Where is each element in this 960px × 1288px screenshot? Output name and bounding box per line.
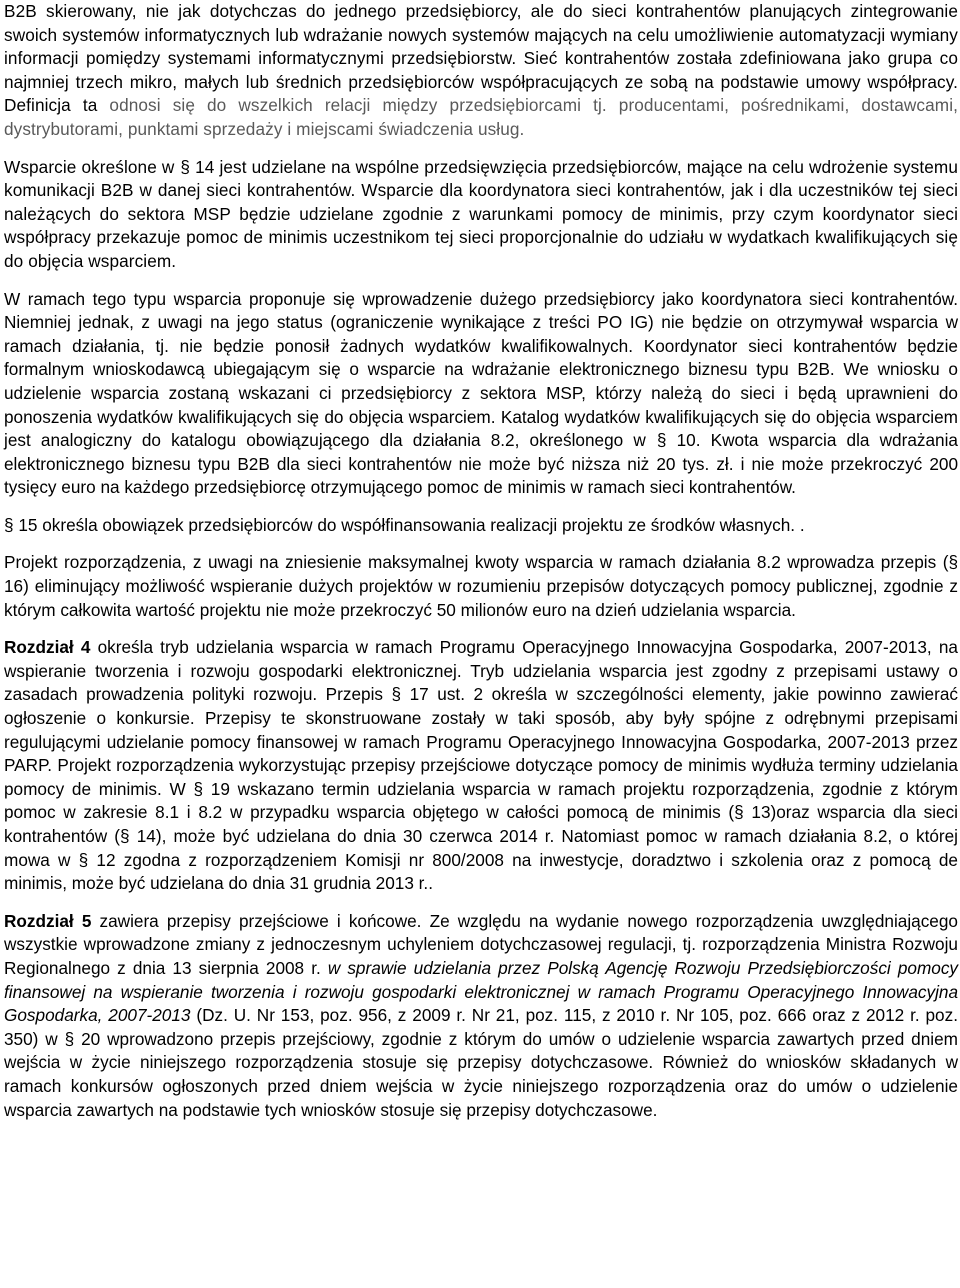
paragraph-text: określa tryb udzielania wsparcia w ramach Programu Operacyjnego Innowacyjna Gospodarka, 2007-2013, na wspieranie tworzenia i rozwoju gospodarki elektronicznej. Tryb udzielania wsparcia jest zgodny z przepisami ustawy o zasadach prowadzenia polityki rozwoju. Przepis bbox=[4, 637, 958, 705]
section-sign: § bbox=[948, 552, 958, 573]
paragraph-text: (Dz. U. Nr 153, poz. 956, z 2009 r. Nr 21, poz. 115, z 2010 r. Nr 105, poz. 666 oraz z 2012 r. poz. 350) w bbox=[4, 1005, 958, 1049]
section-sign: § bbox=[180, 156, 191, 177]
paragraph-b2b-network bbox=[4, 0, 958, 142]
paragraph-support-14 bbox=[4, 156, 958, 274]
paragraph-chapter-5 bbox=[4, 910, 958, 1122]
paragraph-text: 14 jest udzielane na wspólne przedsięwzięcia przedsiębiorców, mające na celu wdrożenie systemu komunikacji B2B w danej sieci kontrahentów. Wsparcie dla koordynatora sieci kontrahentów, jak i dla uczestników tej sieci należących do sektora MSP będzie udzielane zgodnie z warunkami pomocy de minimis, przy czym koordynator sieci współpracy przekazuje pomoc de minimis uczestnikom tej sieci proporcjonalnie do udziału w wydatkach kwalifikujących się do objęcia wsparciem. bbox=[4, 156, 958, 271]
paragraph-text: 10. Kwota wsparcia dla wdrażania elektronicznego biznesu typu B2B dla sieci kontrahentów nie może być niższa niż 20 tys. zł. i nie może przekroczyć 200 tysięcy euro na każdego przedsiębiorcę otrzymującego pomoc de minimis w ramach sieci kontrahentów. bbox=[4, 430, 958, 498]
section-sign: § bbox=[391, 684, 402, 705]
paragraph-cofinancing-15 bbox=[4, 514, 958, 538]
paragraph-text: Projekt rozporządzenia, z uwagi na zniesienie maksymalnej kwoty wsparcia w ramach działania 8.2 wprowadza przepis ( bbox=[4, 552, 949, 573]
paragraph-text: B2B skierowany, nie jak dotychczas do jednego przedsiębiorcy, ale do sieci kontrahentów planujących zintegrowanie swoich systemów informatycznych lub wdrażanie nowych systemów mających na celu umożliwienie automatyzacji wymiany informacji pomiędzy systemami informatycznymi przedsiębiorstw. Sieć kontrahentów została zdefiniowana jako grupa co najmniej trzech mikro, małych lub średnich przedsiębiorców współpracujących ze sobą na podstawie umowy współpracy. Definicja ta bbox=[4, 1, 958, 116]
paragraph-text: 12 zgodna z rozporządzeniem Komisji nr 800/2008 na inwestycje, doradztwo i szkolenia oraz z pomocą de minimis, może być udzielana do dnia 31 grudnia 2013 r.. bbox=[4, 849, 958, 894]
paragraph-text: W ramach tego typu wsparcia proponuje się wprowadzenie dużego przedsiębiorcy jako koordynatora sieci kontrahentów. Niemniej jednak, z uwagi na jego status (ograniczenie wynikające z treści PO IG) nie będzie on otrzymywał wsparcia w ramach działania, tj. nie będzie ponosił żadnych wydatków kwalifikowalnych. Koordynator sieci kontrahentów będzie formalnym wnioskodawcą ubiegającym się o wsparcie na wdrażanie elektronicznego biznesu typu B2B. We wniosku o udzielenie wsparcia zostaną wskazani ci przedsiębiorcy z sektora MSP, którzy należą do sieci i będą uprawnieni do ponoszenia wydatków kwalifikujących się do objęcia wsparciem. Katalog wydatków kwalifikujących się do objęcia wsparciem jest analogiczny do katalogu obowiązującego dla działania 8.2, określonego w bbox=[4, 288, 958, 451]
paragraph-text: 17 ust. 2 określa w szczególności elementy, jakie powinno zawierać ogłoszenie o konkursie. Przepisy te skonstruowane zostały w taki sposób, aby były spójne z odrębnymi przepisami regulującymi udzielanie pomocy finansowej w ramach Programu Operacyjnego Innowacyjna Gospodarka, 2007-2013 przez PARP. Projekt rozporządzenia wykorzystując przepisy przejściowe dotyczące pomocy de minimis wydłuża terminy udzielania pomocy de minimis. W bbox=[4, 684, 958, 799]
chapter-heading: Rozdział 5 bbox=[4, 910, 92, 931]
section-sign: § bbox=[193, 778, 204, 799]
section-sign: § bbox=[656, 430, 667, 451]
paragraph-chapter-4 bbox=[4, 636, 958, 896]
chapter-heading: Rozdział 4 bbox=[4, 637, 91, 658]
section-sign: § bbox=[120, 826, 130, 846]
document-page bbox=[4, 0, 958, 1136]
section-sign: § bbox=[64, 1028, 75, 1049]
paragraph-text-gray: odnosi się do wszelkich relacji między przedsiębiorcami tj. producentami, pośrednikami, dostawcami, dystrybutorami, punktami sprzedaży i miejscami świadczenia usług. bbox=[4, 95, 958, 139]
paragraph-text: zawiera przepisy przejściowe i końcowe. Ze względu na wydanie nowego rozporządzenia uwzględniającego wszystkie wprowadzone zmiany z jednoczesnym uchyleniem dotychczasowej regulacji, tj. rozporządzenia Ministra Rozwoju Regionalnego z dnia 13 sierpnia 2008 r. bbox=[4, 910, 958, 978]
paragraph-text: 14), może być udzielana do dnia 30 czerwca 2014 r. Natomiast pomoc w ramach działania 8.2, o której mowa w bbox=[4, 826, 958, 870]
regulation-title: w sprawie udzielania przez Polską Agencję Rozwoju Przedsiębiorczości pomocy finansowej na wspieranie tworzenia i rozwoju gospodarki elektronicznej w ramach Programu Operacyjnego Innowacyjna Gospodarka, 2007-2013 bbox=[4, 957, 959, 1026]
paragraph-text: 15 określa obowiązek przedsiębiorców do współfinansowania realizacji projektu ze środków własnych. . bbox=[18, 514, 805, 535]
paragraph-text: 20 wprowadzono przepis przejściowy, zgodnie z którym do umów o udzielenie wsparcia zawartych przed dniem wejścia w życie niniejszego rozporządzenia stosuje się przepisy dotychczasowe. Również do wniosków składanych w ramach konkursów ogłoszonych przed dniem wejścia w życie niniejszego rozporządzenia oraz do umów o udzielenie wsparcia zawartych na podstawie tych wniosków stosuje się przepisy dotychczasowe. bbox=[4, 1028, 958, 1120]
paragraph-text: 13)oraz wsparcia dla sieci kontrahentów ( bbox=[4, 802, 958, 846]
paragraph-text: 16) eliminujący możliwość wspieranie dużych projektów w rozumieniu przepisów dotyczących pomocy publicznej, zgodnie z którym całkowita wartość projektu nie może przekroczyć 50 milionów euro na dzień udzielania wsparcia. bbox=[4, 576, 958, 620]
paragraph-text: 19 wskazano termin udzielania wsparcia w ramach projektu rozporządzenia, zgodnie z którym pomoc w zakresie 8.1 i 8.2 w przypadku wsparcia objętego w całości pomocą de minimis ( bbox=[4, 778, 958, 823]
section-sign: § bbox=[4, 514, 14, 535]
section-sign: § bbox=[734, 802, 744, 823]
paragraph-coordinator bbox=[4, 288, 958, 500]
paragraph-draft-16 bbox=[4, 551, 958, 622]
paragraph-text: Wsparcie określone w bbox=[4, 156, 180, 177]
section-sign: § bbox=[78, 849, 89, 870]
